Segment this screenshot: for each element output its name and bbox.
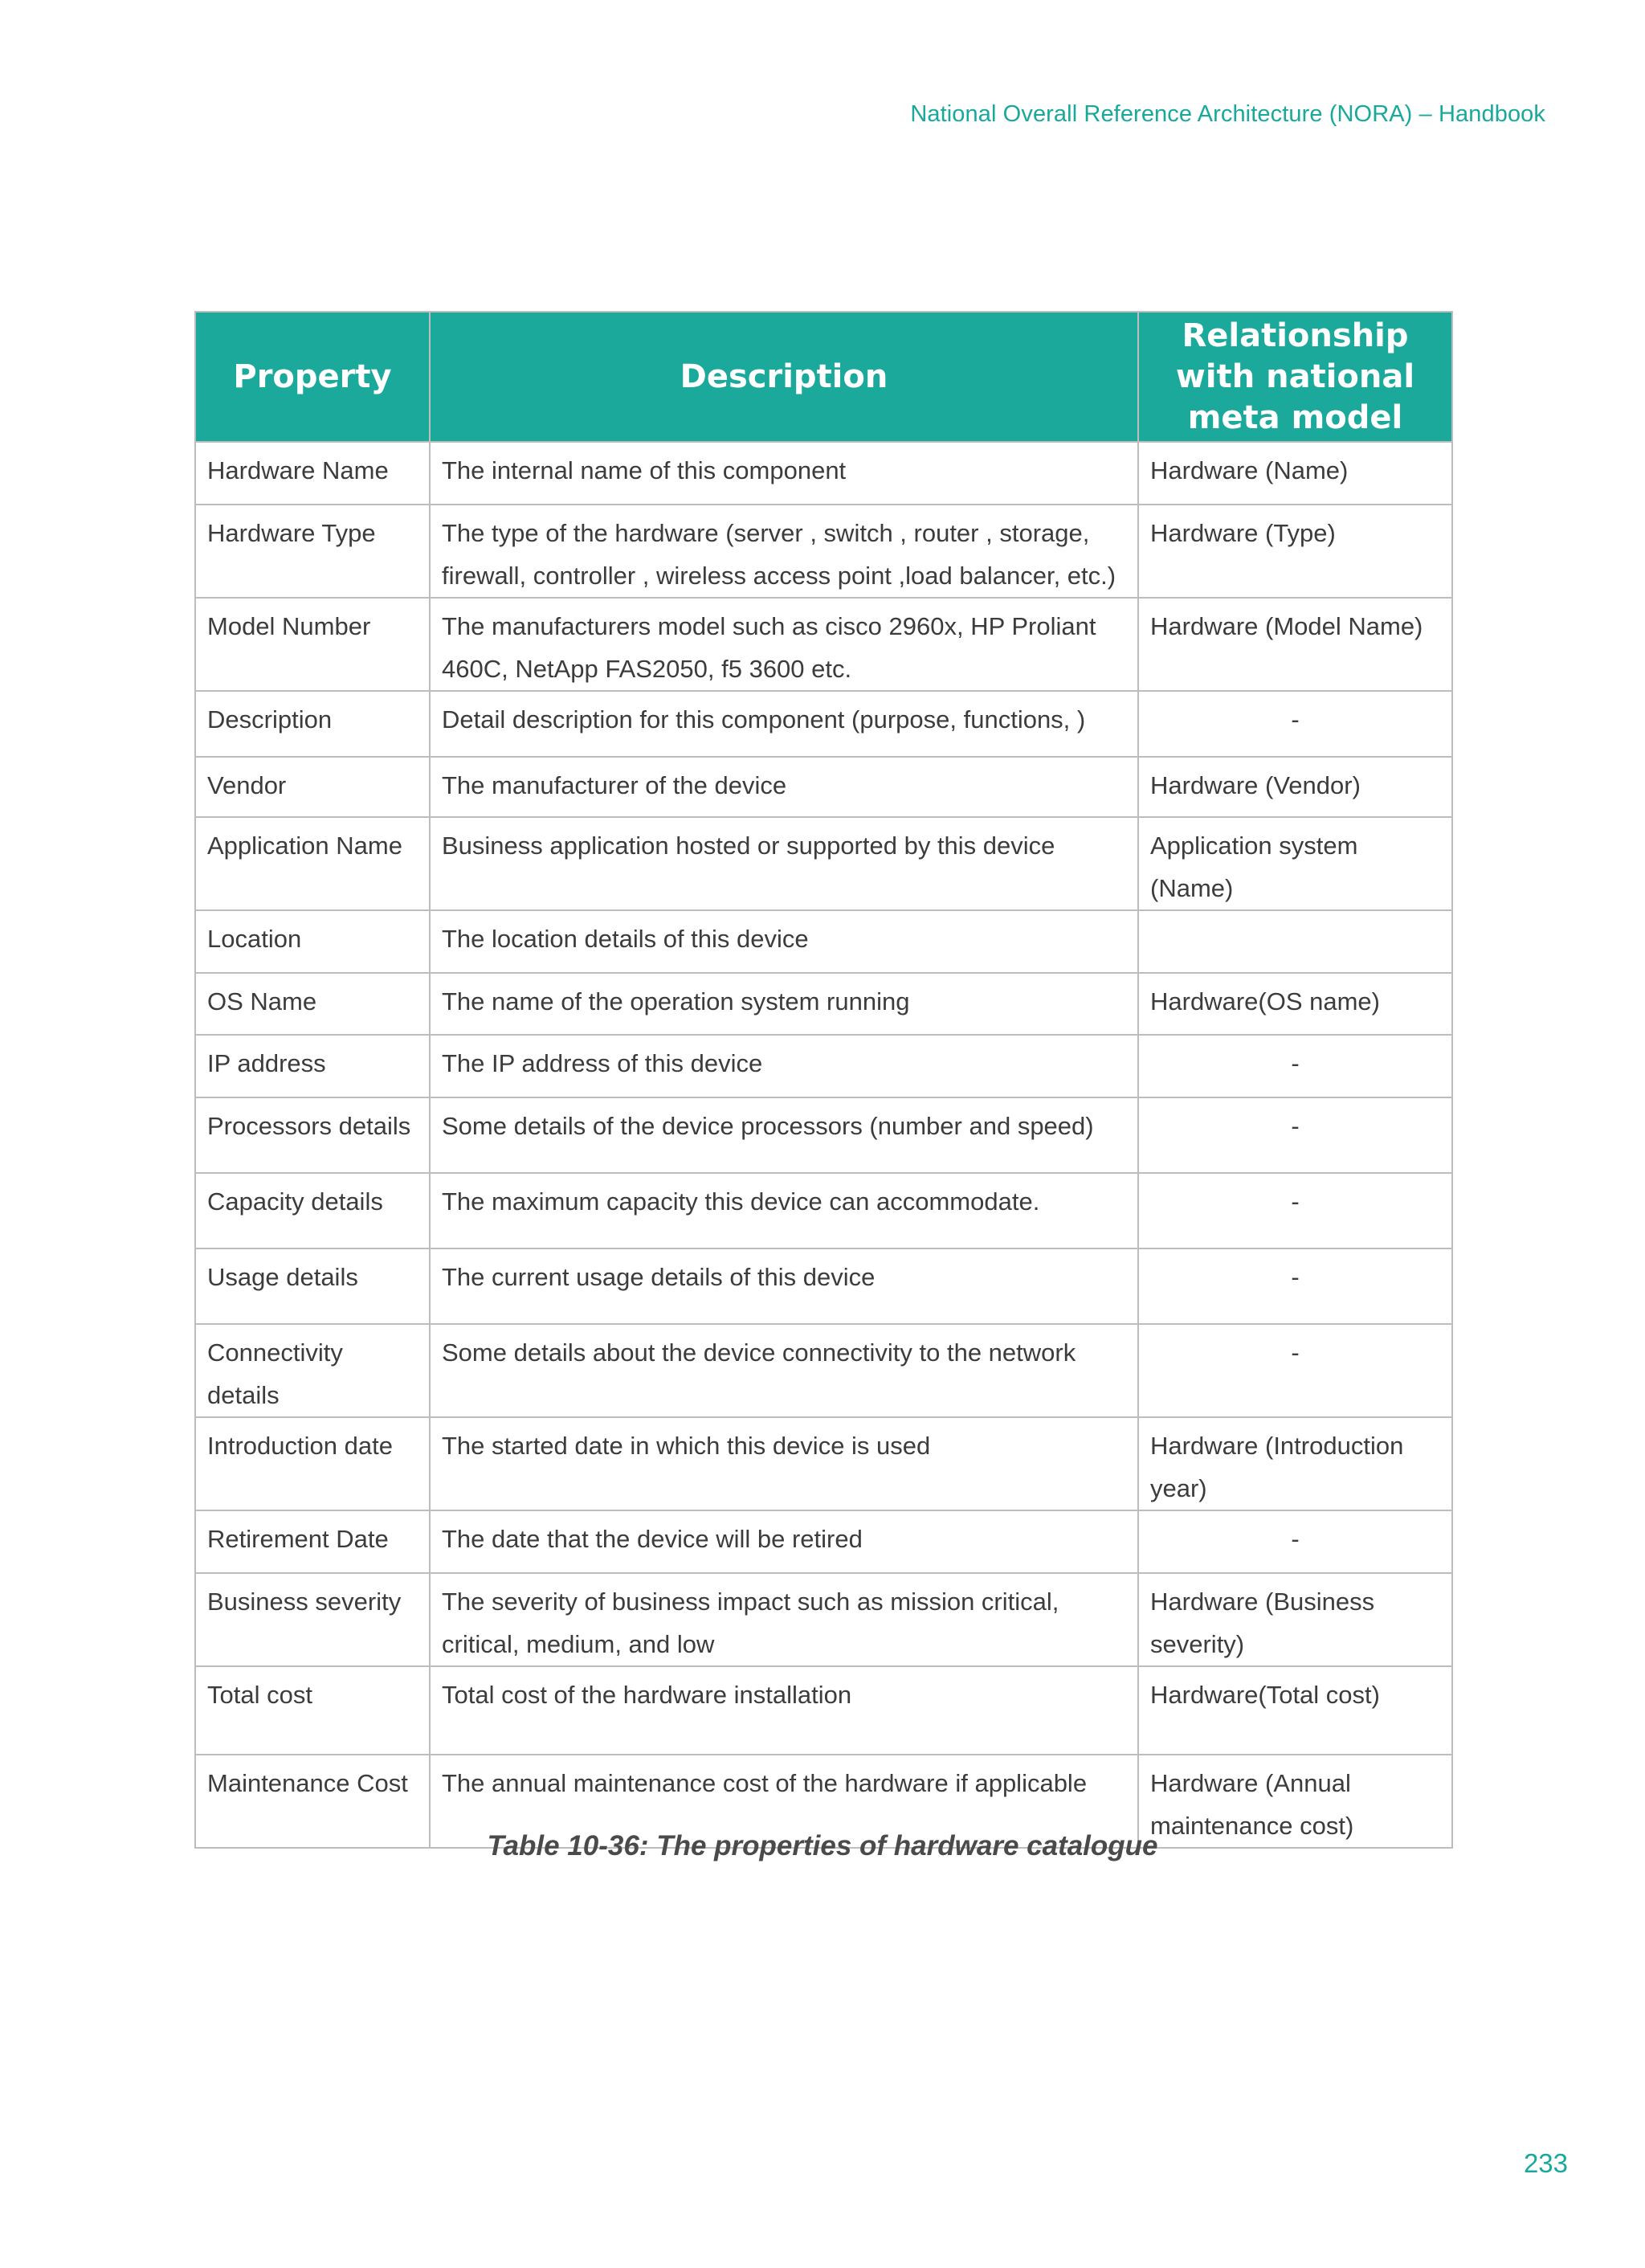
property-cell: Connectivity details — [195, 1324, 430, 1417]
table-caption: Table 10-36: The properties of hardware catalogue — [487, 1830, 1158, 1861]
table-row — [195, 1324, 1452, 1417]
page-number: 233 — [1523, 2148, 1568, 2178]
description-cell: The severity of business impact such as mission critical, critical, medium, and low — [430, 1573, 1138, 1666]
table-row — [195, 1573, 1452, 1666]
table-header-row — [195, 312, 1452, 442]
relationship-cell: Hardware (Introduction year) — [1138, 1417, 1452, 1510]
relationship-cell: - — [1138, 1035, 1452, 1097]
description-cell: Business application hosted or supported by this device — [430, 817, 1138, 910]
relationship-cell: - — [1138, 1173, 1452, 1248]
relationship-cell: Hardware(OS name) — [1138, 973, 1452, 1035]
property-cell: Hardware Name — [195, 442, 430, 505]
table-row — [195, 1510, 1452, 1573]
property-cell: Vendor — [195, 757, 430, 817]
property-cell: Application Name — [195, 817, 430, 910]
table-row — [195, 1248, 1452, 1324]
property-cell: Location — [195, 910, 430, 973]
property-cell: Retirement Date — [195, 1510, 430, 1573]
table-row — [195, 505, 1452, 598]
relationship-cell: Hardware(Total cost) — [1138, 1666, 1452, 1755]
relationship-cell: - — [1138, 1097, 1452, 1173]
property-cell: Introduction date — [195, 1417, 430, 1510]
relationship-cell: Hardware (Name) — [1138, 442, 1452, 505]
description-cell: The date that the device will be retired — [430, 1510, 1138, 1573]
property-cell: Maintenance Cost — [195, 1755, 430, 1848]
column-header-description: Description — [430, 312, 1138, 442]
description-cell: The location details of this device — [430, 910, 1138, 973]
property-cell: Total cost — [195, 1666, 430, 1755]
running-header: National Overall Reference Architecture (NORA) – Handbook — [910, 101, 1545, 127]
relationship-cell: Application system (Name) — [1138, 817, 1452, 910]
table-row — [195, 757, 1452, 817]
description-cell: The maximum capacity this device can accommodate. — [430, 1173, 1138, 1248]
table-row — [195, 910, 1452, 973]
table-row — [195, 973, 1452, 1035]
table-row — [195, 1097, 1452, 1173]
table-row — [195, 442, 1452, 505]
relationship-cell: - — [1138, 1248, 1452, 1324]
relationship-cell: - — [1138, 1324, 1452, 1417]
relationship-cell: Hardware (Type) — [1138, 505, 1452, 598]
description-cell: Some details about the device connectivity to the network — [430, 1324, 1138, 1417]
property-cell: Model Number — [195, 598, 430, 691]
relationship-cell: Hardware (Annual maintenance cost) — [1138, 1755, 1452, 1848]
description-cell: Detail description for this component (purpose, functions, ) — [430, 691, 1138, 757]
description-cell: Some details of the device processors (number and speed) — [430, 1097, 1138, 1173]
property-cell: OS Name — [195, 973, 430, 1035]
description-cell: The manufacturers model such as cisco 2960x, HP Proliant 460C, NetApp FAS2050, f5 3600 etc. — [430, 598, 1138, 691]
property-cell: Description — [195, 691, 430, 757]
column-header-relationship: Relationship with national meta model — [1138, 312, 1452, 442]
description-cell: The internal name of this component — [430, 442, 1138, 505]
relationship-cell: - — [1138, 1510, 1452, 1573]
relationship-cell: Hardware (Business severity) — [1138, 1573, 1452, 1666]
relationship-cell: Hardware (Vendor) — [1138, 757, 1452, 817]
property-cell: Usage details — [195, 1248, 430, 1324]
description-cell: The type of the hardware (server , switch , router , storage, firewall, controller , wireless access point ,load balancer, etc.) — [430, 505, 1138, 598]
property-cell: Processors details — [195, 1097, 430, 1173]
relationship-cell: - — [1138, 691, 1452, 757]
property-cell: Capacity details — [195, 1173, 430, 1248]
description-cell: The current usage details of this device — [430, 1248, 1138, 1324]
hardware-catalogue-table — [194, 311, 1453, 1849]
property-cell: Business severity — [195, 1573, 430, 1666]
property-cell: IP address — [195, 1035, 430, 1097]
description-cell: The IP address of this device — [430, 1035, 1138, 1097]
relationship-cell — [1138, 910, 1452, 973]
table-row — [195, 817, 1452, 910]
table-row — [195, 1035, 1452, 1097]
table-row — [195, 598, 1452, 691]
description-cell: The name of the operation system running — [430, 973, 1138, 1035]
property-cell: Hardware Type — [195, 505, 430, 598]
table-row — [195, 1417, 1452, 1510]
description-cell: The manufacturer of the device — [430, 757, 1138, 817]
description-cell: The annual maintenance cost of the hardware if applicable — [430, 1755, 1138, 1848]
description-cell: The started date in which this device is used — [430, 1417, 1138, 1510]
table-row — [195, 1666, 1452, 1755]
relationship-cell: Hardware (Model Name) — [1138, 598, 1452, 691]
description-cell: Total cost of the hardware installation — [430, 1666, 1138, 1755]
table-row — [195, 1173, 1452, 1248]
column-header-property: Property — [195, 312, 430, 442]
table-row — [195, 691, 1452, 757]
